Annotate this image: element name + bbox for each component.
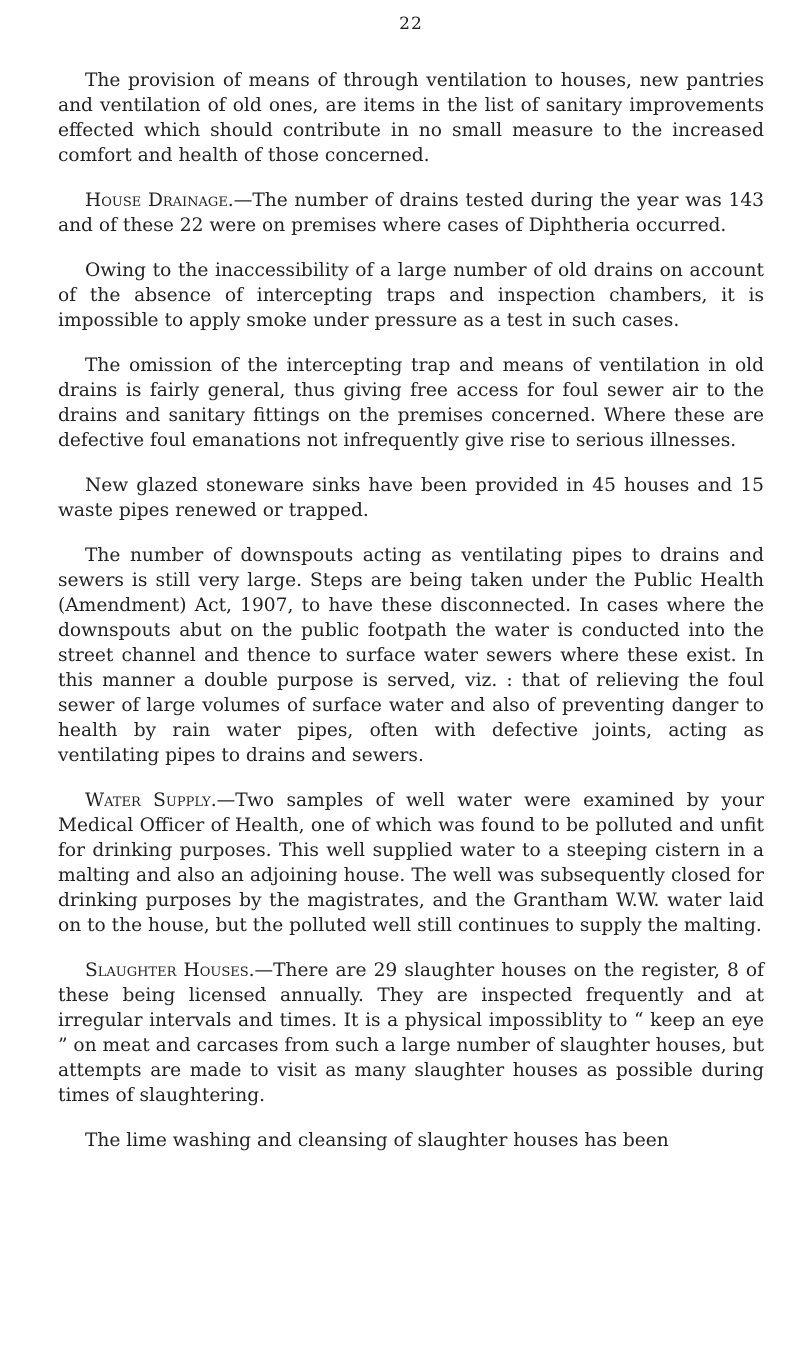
paragraph-text: —There are 29 slaughter houses on the register, 8 of these being licensed annually. They are inspected frequently and at irregular intervals and times. It is a physical impossiblity to “ keep an eye ” on meat and carcases from such a large number of slaughter houses, but attempts are made to visit as many slaughter houses as possible during times of slaughtering. [58, 960, 764, 1106]
paragraph-text: New glazed stoneware sinks have been provided in 45 houses and 15 waste pipes renewed or trapped. [58, 475, 764, 521]
paragraph-downspouts [58, 543, 764, 768]
paragraph-text: The number of downspouts acting as ventilating pipes to drains and sewers is still very large. Steps are being taken under the Public Health (Amendment) Act, 1907, to have these disconnected. In cases where the downspouts abut on the public footpath the water is conducted into the street channel and thence to surface water sewers where these exist. In this manner a double purpose is served, viz. : that of relieving the foul sewer of large volumes of surface water and also of preventing danger to health by rain water pipes, often with defective joints, acting as ventilating pipes to drains and sewers. [58, 545, 764, 766]
section-heading-water-supply: Water Supply. [85, 790, 217, 811]
paragraph-text: The lime washing and cleansing of slaughter houses has been [85, 1130, 669, 1151]
section-heading-slaughter-houses: Slaughter Houses. [85, 960, 255, 981]
paragraph-intercepting-trap [58, 353, 764, 453]
paragraph-water-supply [58, 788, 764, 938]
paragraph-text: Owing to the inaccessibility of a large number of old drains on account of the absence of intercepting traps and inspection chambers, it is impossible to apply smoke under pressure as a test in such cases. [58, 260, 764, 331]
paragraph-text: The omission of the intercepting trap and means of ventilation in old drains is fairly general, thus giving free access for foul sewer air to the drains and sanitary fittings on the premises concerned. Where these are defective foul emanations not infrequently give rise to serious illnesses. [58, 355, 764, 451]
paragraph-slaughter-houses [58, 958, 764, 1108]
paragraph-text: The provision of means of through ventilation to houses, new pantries and ventilation of old ones, are items in the list of sanitary improvements effected which should contribute in no small measure to the increased comfort and health of those concerned. [58, 70, 764, 166]
paragraph-text: —The number of drains tested during the year was 143 and of these 22 were on premises where cases of Diphtheria occurred. [58, 190, 765, 236]
paragraph-lime-washing [58, 1128, 764, 1153]
section-heading-house-drainage: House Drainage. [85, 190, 234, 211]
paragraph-stoneware-sinks [58, 473, 764, 523]
document-page [58, 14, 764, 1173]
page-number: 22 [399, 14, 423, 34]
paragraph-text: —Two samples of well water were examined by your Medical Officer of Health, one of which was found to be polluted and unfit for drinking purposes. This well supplied water to a steeping cistern in a malting and also an adjoining house. The well was subsequently closed for drinking purposes by the magistrates, and the Grantham W.W. water laid on to the house, but the polluted well still continues to supply the malting. [58, 790, 764, 936]
paragraph-old-drains [58, 258, 764, 333]
paragraph-ventilation [58, 68, 764, 168]
paragraph-house-drainage [58, 188, 764, 238]
